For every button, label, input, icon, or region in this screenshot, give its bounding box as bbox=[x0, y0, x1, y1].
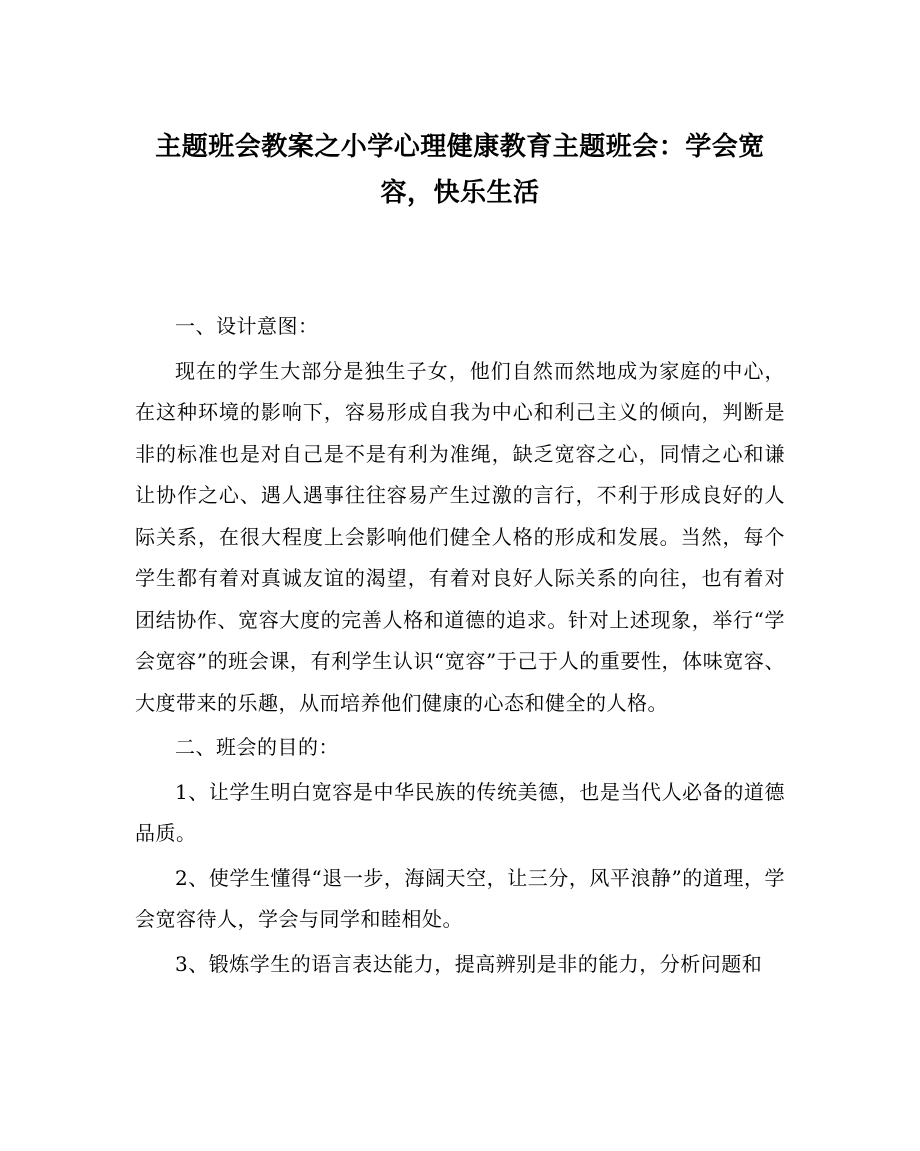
document-body bbox=[135, 306, 785, 985]
purpose-item-1: 1、让学生明白宽容是中华民族的传统美德，也是当代人必备的道德品质。 bbox=[135, 779, 785, 845]
purpose-item-3: 3、锻炼学生的语言表达能力，提高辨别是非的能力，分析问题和 bbox=[175, 951, 763, 976]
section-heading-purpose: 二、班会的目的： bbox=[175, 735, 339, 759]
purpose-item-2: 2、使学生懂得“退一步，海阔天空，让三分，风平浪静”的道理，学会宽容待人，学会与同学和睦相处。 bbox=[135, 865, 785, 931]
section-heading-design-intent: 一、设计意图： bbox=[175, 314, 319, 338]
paragraph-design-intent: 现在的学生大部分是独生子女，他们自然而然地成为家庭的中心，在这种环境的影响下，容易形成自我为中心和利己主义的倾向，判断是非的标准也是对自己是不是有利为准绳，缺乏宽容之心，同情之心和谦让协作之心、遇人遇事往往容易产生过激的言行，不利于形成良好的人际关系，在很大程度上会影响他们健全人格的形成和发展。当然，每个学生都有着对真诚友谊的渴望，有着对良好人际关系的向往，也有着对团结协作、宽容大度的完善人格和道德的追求。针对上述现象，举行“学会宽容”的班会课，有利学生认识“宽容”于己于人的重要性，体味宽容、大度带来的乐趣，从而培养他们健康的心态和健全的人格。 bbox=[135, 358, 785, 715]
document-title: 主题班会教案之小学心理健康教育主题班会：学会宽容，快乐生活 bbox=[155, 132, 765, 208]
